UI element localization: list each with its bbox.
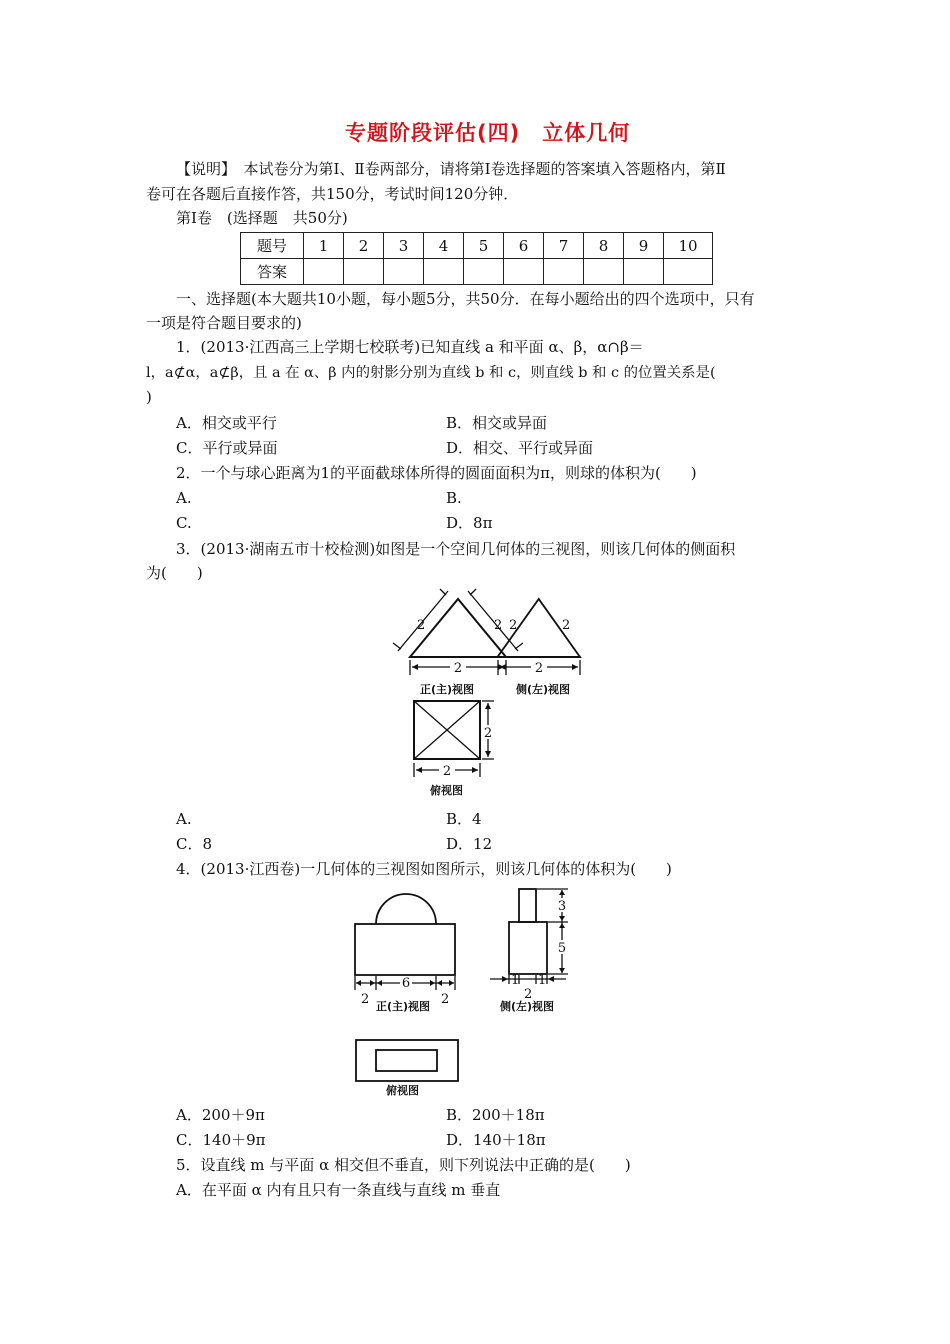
q1-option-c[interactable]: C．平行或异面 bbox=[176, 439, 278, 457]
front-right-label: 2 bbox=[441, 992, 450, 1007]
front-width-label: 2 bbox=[453, 661, 463, 676]
side-right-gap-label: 1 bbox=[538, 973, 547, 988]
table-header-label: 题号 bbox=[241, 233, 304, 259]
intro-line-2: 卷可在各题后直接作答，共150分，考试时间120分钟． bbox=[146, 185, 519, 203]
q2-option-c[interactable]: C. bbox=[176, 514, 192, 532]
answer-cell[interactable] bbox=[344, 259, 384, 285]
top-view-caption: 俯视图 bbox=[430, 784, 463, 797]
q1-option-b[interactable]: B．相交或异面 bbox=[446, 414, 548, 432]
side-left-gap-label: 1 bbox=[511, 973, 520, 988]
q2-option-d[interactable]: D．8π bbox=[446, 514, 493, 532]
q3-option-b[interactable]: B．4 bbox=[446, 810, 482, 828]
q3-option-c[interactable]: C．8 bbox=[176, 835, 213, 853]
q1-option-a[interactable]: A．相交或平行 bbox=[176, 414, 277, 432]
q2-text: 2．一个与球心距离为1的平面截球体所得的圆面面积为π，则球的体积为( ) bbox=[176, 464, 697, 482]
top-height-label: 2 bbox=[483, 726, 493, 741]
q5-text: 5．设直线 m 与平面 α 相交但不垂直，则下列说法中正确的是( ) bbox=[176, 1156, 631, 1174]
table-cell-number: 7 bbox=[544, 233, 584, 259]
table-row-numbers bbox=[241, 233, 713, 259]
top-view-caption: 俯视图 bbox=[386, 1084, 419, 1097]
front-left-label: 2 bbox=[361, 992, 370, 1007]
table-cell-number: 6 bbox=[504, 233, 544, 259]
q4-option-c[interactable]: C．140＋9π bbox=[176, 1131, 266, 1149]
side-left-edge-label: 2 bbox=[509, 618, 518, 633]
q4-text: 4．(2013·江西卷)一几何体的三视图如图所示，则该几何体的体积为( ) bbox=[176, 860, 672, 878]
section-heading-line-2: 一项是符合题目要求的) bbox=[146, 314, 302, 332]
answer-cell[interactable] bbox=[384, 259, 424, 285]
front-view-caption: 正(主)视图 bbox=[420, 683, 475, 696]
side-bottom-height-label: 5 bbox=[557, 941, 567, 956]
top-view-inner-rect bbox=[376, 1050, 437, 1071]
front-right-edge-label: 2 bbox=[494, 618, 503, 633]
intro-line-1: 【说明】 本试卷分为第Ⅰ、Ⅱ卷两部分，请将第Ⅰ卷选择题的答案填入答题格内，第Ⅱ bbox=[176, 160, 726, 178]
side-width-label: 2 bbox=[534, 661, 544, 676]
q3-option-d[interactable]: D．12 bbox=[446, 835, 493, 853]
answer-cell[interactable] bbox=[584, 259, 624, 285]
side-view-bottom-block bbox=[509, 922, 547, 974]
q1-line-3: ) bbox=[146, 388, 152, 406]
front-view-semicircle bbox=[376, 894, 436, 924]
table-cell-number: 9 bbox=[624, 233, 664, 259]
q4-option-a[interactable]: A．200＋9π bbox=[176, 1106, 265, 1124]
front-middle-label: 6 bbox=[401, 976, 411, 991]
q4-three-view-figure bbox=[340, 880, 580, 1100]
answer-cell[interactable] bbox=[544, 259, 584, 285]
q3-line-2: 为( ) bbox=[146, 564, 203, 582]
table-cell-number: 4 bbox=[424, 233, 464, 259]
top-view-outer-rect bbox=[356, 1040, 458, 1081]
answer-cell[interactable] bbox=[424, 259, 464, 285]
answer-cell[interactable] bbox=[504, 259, 544, 285]
side-right-edge-label: 2 bbox=[562, 618, 571, 633]
top-width-label: 2 bbox=[442, 764, 452, 779]
table-cell-number: 2 bbox=[344, 233, 384, 259]
answer-cell[interactable] bbox=[464, 259, 504, 285]
q3-option-a[interactable]: A. bbox=[176, 810, 192, 828]
part1-heading: 第Ⅰ卷 (选择题 共50分) bbox=[176, 209, 348, 227]
q4-option-b[interactable]: B．200＋18π bbox=[446, 1106, 545, 1124]
q4-option-d[interactable]: D．140＋18π bbox=[446, 1131, 546, 1149]
side-view-top-block bbox=[519, 889, 536, 922]
table-row-answers bbox=[241, 259, 713, 285]
page-title: 专题阶段评估(四) 立体几何 bbox=[345, 121, 631, 145]
table-cell-number: 3 bbox=[384, 233, 424, 259]
side-middle-width-label: 2 bbox=[524, 987, 533, 1002]
table-answer-label: 答案 bbox=[241, 259, 304, 285]
side-view-caption: 侧(左)视图 bbox=[516, 683, 571, 696]
answer-table bbox=[240, 232, 713, 285]
q5-option-a[interactable]: A．在平面 α 内有且只有一条直线与直线 m 垂直 bbox=[176, 1181, 501, 1199]
q3-three-view-figure bbox=[390, 585, 590, 800]
answer-cell[interactable] bbox=[304, 259, 344, 285]
table-cell-number: 1 bbox=[304, 233, 344, 259]
q2-option-a[interactable]: A. bbox=[176, 489, 192, 507]
q1-line-2: l，a⊄α，a⊄β，且 a 在 α、β 内的射影分别为直线 b 和 c，则直线 b 和 c 的位置关系是( bbox=[146, 365, 716, 381]
q1-line-1: 1．(2013·江西高三上学期七校联考)已知直线 a 和平面 α、β，α∩β＝ bbox=[176, 338, 644, 356]
front-view-rectangle bbox=[355, 924, 455, 975]
front-view-caption: 正(主)视图 bbox=[376, 1000, 431, 1013]
table-cell-number: 10 bbox=[664, 233, 713, 259]
answer-cell[interactable] bbox=[624, 259, 664, 285]
table-cell-number: 8 bbox=[584, 233, 624, 259]
table-cell-number: 5 bbox=[464, 233, 504, 259]
q1-option-d[interactable]: D．相交、平行或异面 bbox=[446, 439, 594, 457]
side-view-caption: 侧(左)视图 bbox=[500, 1000, 555, 1013]
answer-cell[interactable] bbox=[664, 259, 713, 285]
section-heading-line-1: 一、选择题(本大题共10小题，每小题5分，共50分．在每小题给出的四个选项中，只有 bbox=[176, 290, 755, 308]
q3-line-1: 3．(2013·湖南五市十校检测)如图是一个空间几何体的三视图，则该几何体的侧面积 bbox=[176, 540, 736, 558]
front-left-edge-label: 2 bbox=[417, 618, 426, 633]
q2-option-b[interactable]: B. bbox=[446, 489, 462, 507]
side-top-height-label: 3 bbox=[557, 899, 567, 914]
